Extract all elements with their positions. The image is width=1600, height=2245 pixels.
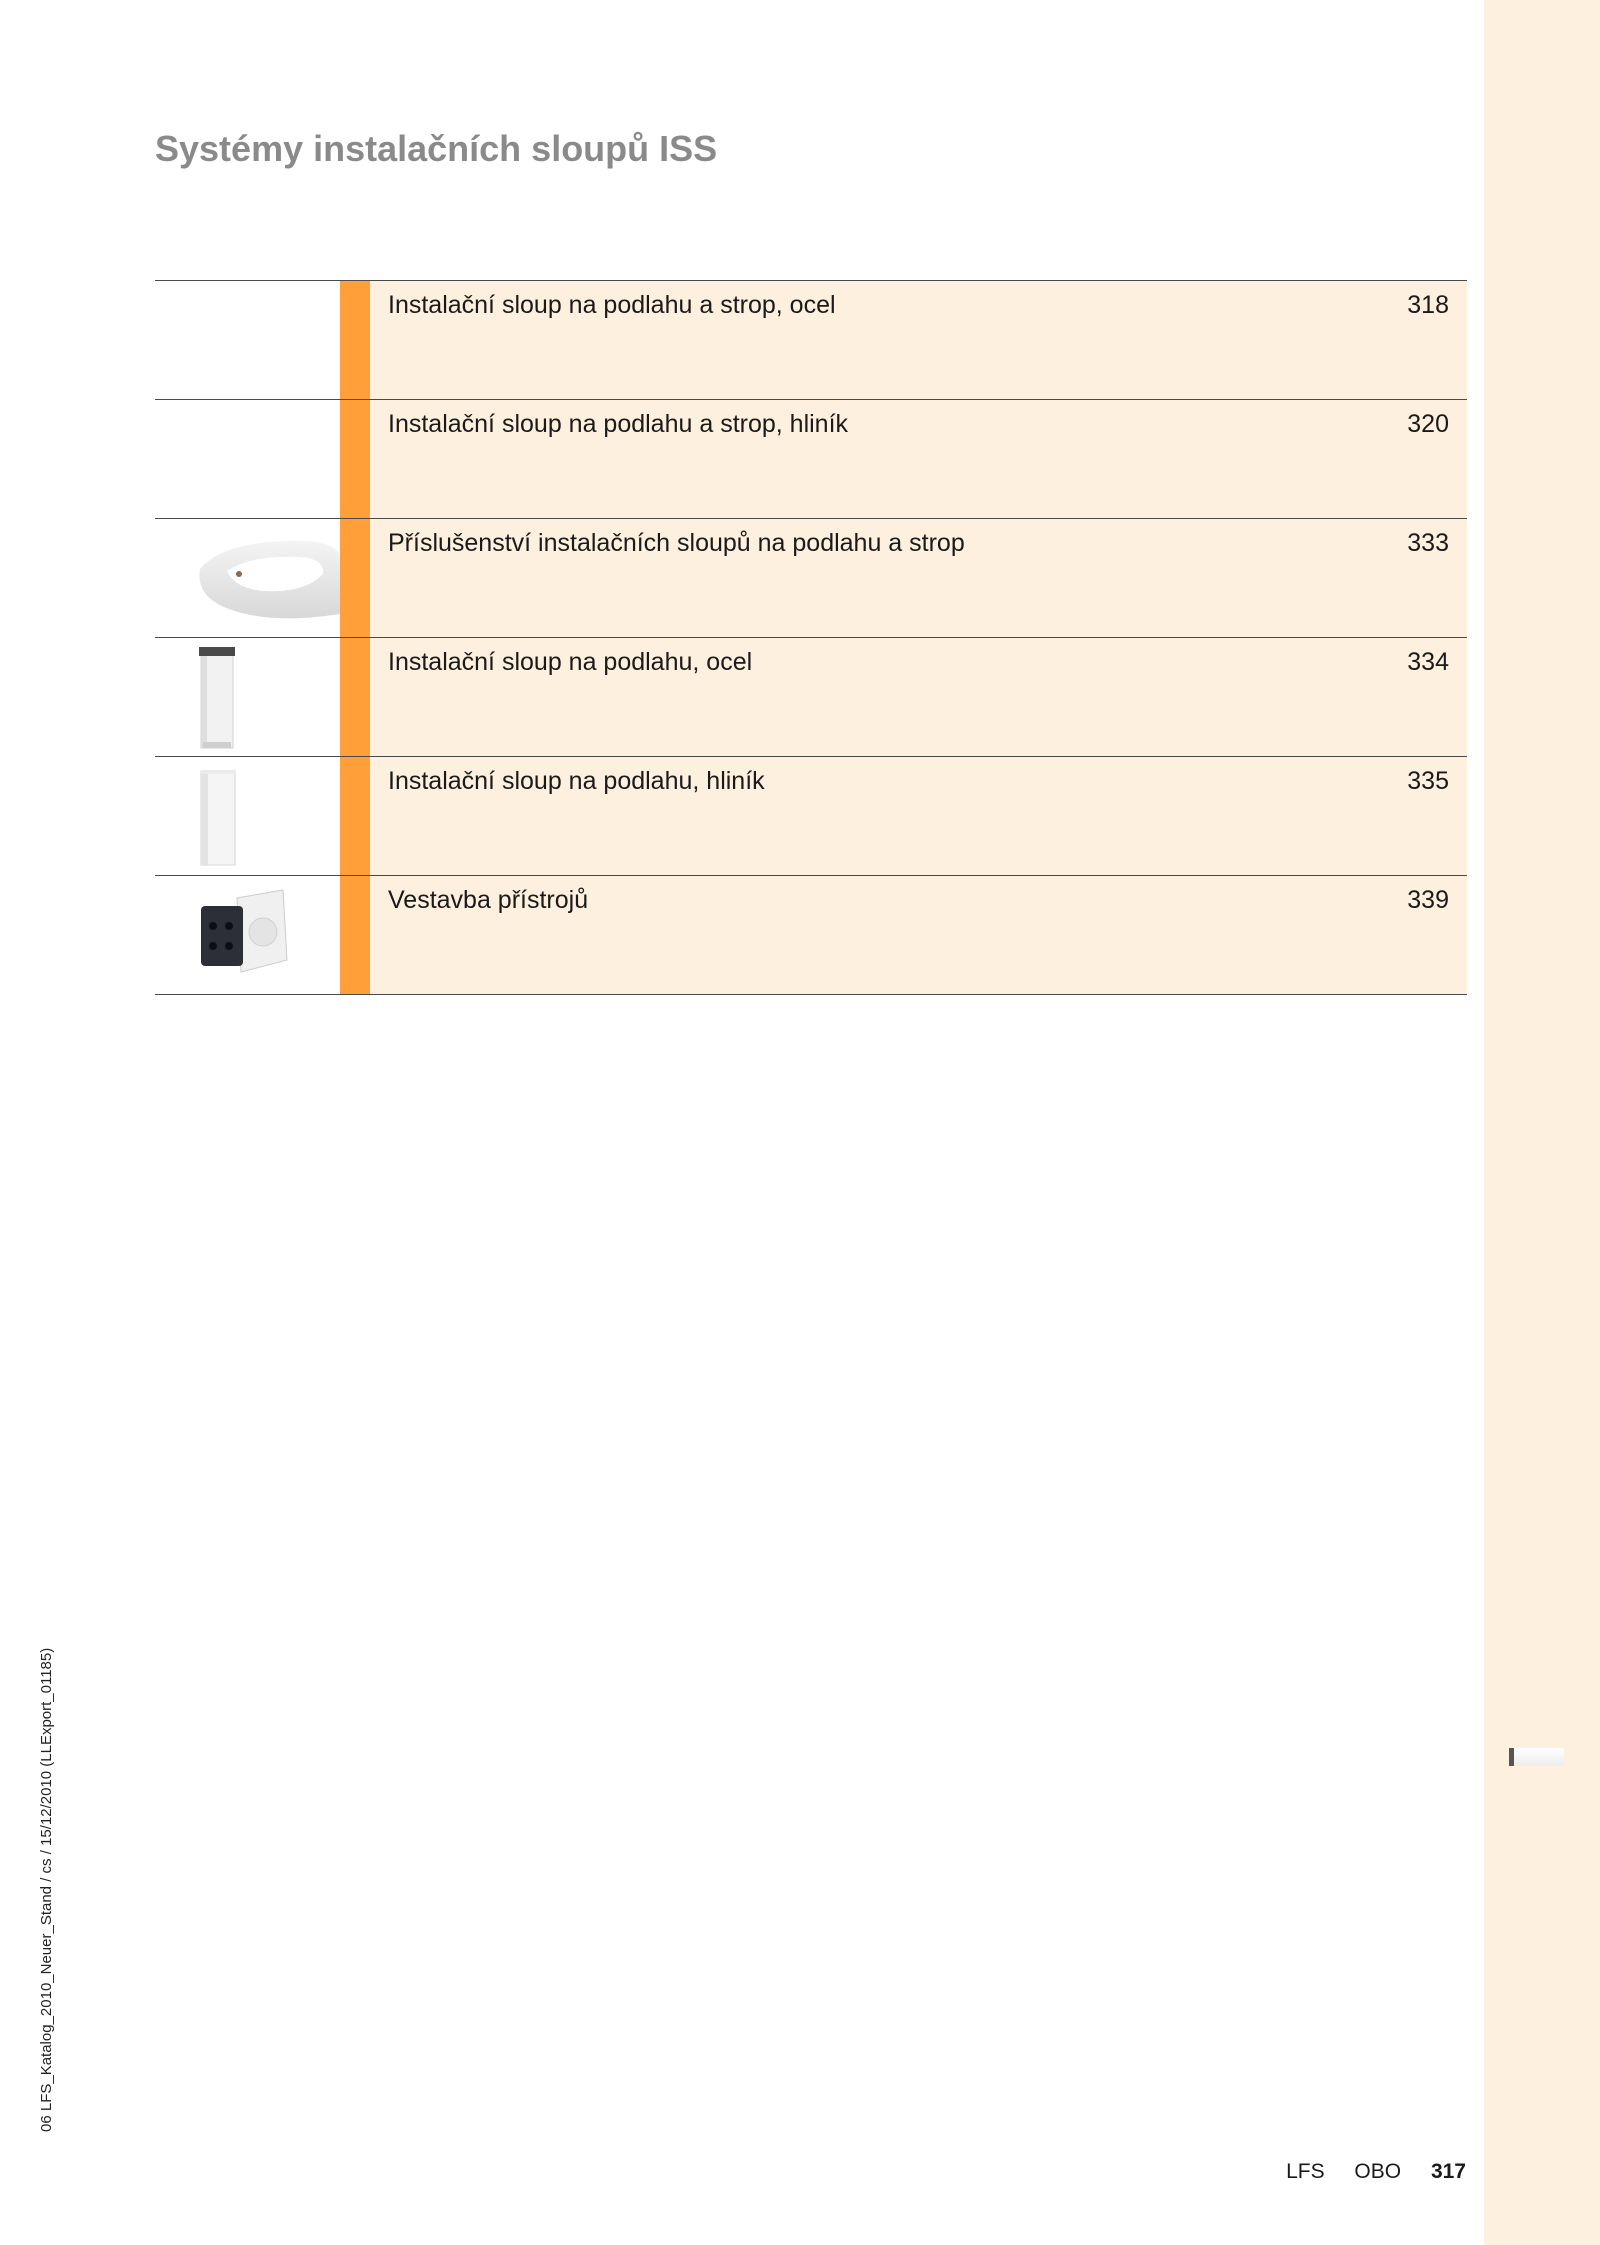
row-page-number[interactable]: 318 bbox=[1407, 291, 1449, 319]
row-label: Vestavba přístrojů bbox=[388, 886, 589, 914]
row-label: Instalační sloup na podlahu a strop, ocel bbox=[388, 291, 836, 319]
register-tab bbox=[1510, 1748, 1564, 1766]
footer-brand: OBO bbox=[1354, 2160, 1402, 2183]
toc-row[interactable] bbox=[155, 876, 1467, 995]
ceiling-ring-image bbox=[155, 519, 340, 637]
accent-bar bbox=[340, 876, 370, 994]
toc-row[interactable] bbox=[155, 757, 1467, 876]
accent-bar bbox=[340, 281, 370, 399]
device-insert-image bbox=[155, 876, 340, 994]
accent-bar bbox=[340, 519, 370, 637]
row-text-cell bbox=[370, 519, 1467, 637]
row-text-cell bbox=[370, 400, 1467, 518]
page-title: Systémy instalačních sloupů ISS bbox=[155, 128, 718, 169]
row-thumbnail bbox=[155, 400, 340, 518]
row-page-number[interactable]: 339 bbox=[1407, 886, 1449, 914]
row-text-cell bbox=[370, 281, 1467, 399]
row-thumbnail bbox=[155, 281, 340, 399]
row-page-number[interactable]: 333 bbox=[1407, 529, 1449, 557]
toc-row[interactable] bbox=[155, 281, 1467, 400]
toc-row[interactable] bbox=[155, 519, 1467, 638]
row-page-number[interactable]: 320 bbox=[1407, 410, 1449, 438]
accent-bar bbox=[340, 638, 370, 756]
aluminium-column-image bbox=[155, 757, 340, 875]
side-strip bbox=[1484, 0, 1600, 2245]
page-footer bbox=[1262, 2160, 1466, 2184]
accent-bar bbox=[340, 400, 370, 518]
footer-page-number: 317 bbox=[1430, 2160, 1466, 2183]
table-of-contents bbox=[155, 280, 1467, 995]
register-tab-marker bbox=[1509, 1748, 1514, 1766]
row-label: Instalační sloup na podlahu, ocel bbox=[388, 648, 753, 676]
row-page-number[interactable]: 334 bbox=[1407, 648, 1449, 676]
print-imprint: 06 LFS_Katalog_2010_Neuer_Stand / cs / 15/12/2010 (LLExport_01185) bbox=[38, 1647, 55, 2132]
row-label: Instalační sloup na podlahu, hliník bbox=[388, 767, 765, 795]
row-label: Příslušenství instalačních sloupů na podlahu a strop bbox=[388, 529, 965, 557]
row-page-number[interactable]: 335 bbox=[1407, 767, 1449, 795]
accent-bar bbox=[340, 757, 370, 875]
toc-row[interactable] bbox=[155, 638, 1467, 757]
toc-row[interactable] bbox=[155, 400, 1467, 519]
footer-section: LFS bbox=[1286, 2160, 1325, 2183]
row-text-cell bbox=[370, 876, 1467, 994]
row-text-cell bbox=[370, 638, 1467, 756]
steel-column-image bbox=[155, 638, 340, 756]
row-text-cell bbox=[370, 757, 1467, 875]
row-label: Instalační sloup na podlahu a strop, hliník bbox=[388, 410, 849, 438]
